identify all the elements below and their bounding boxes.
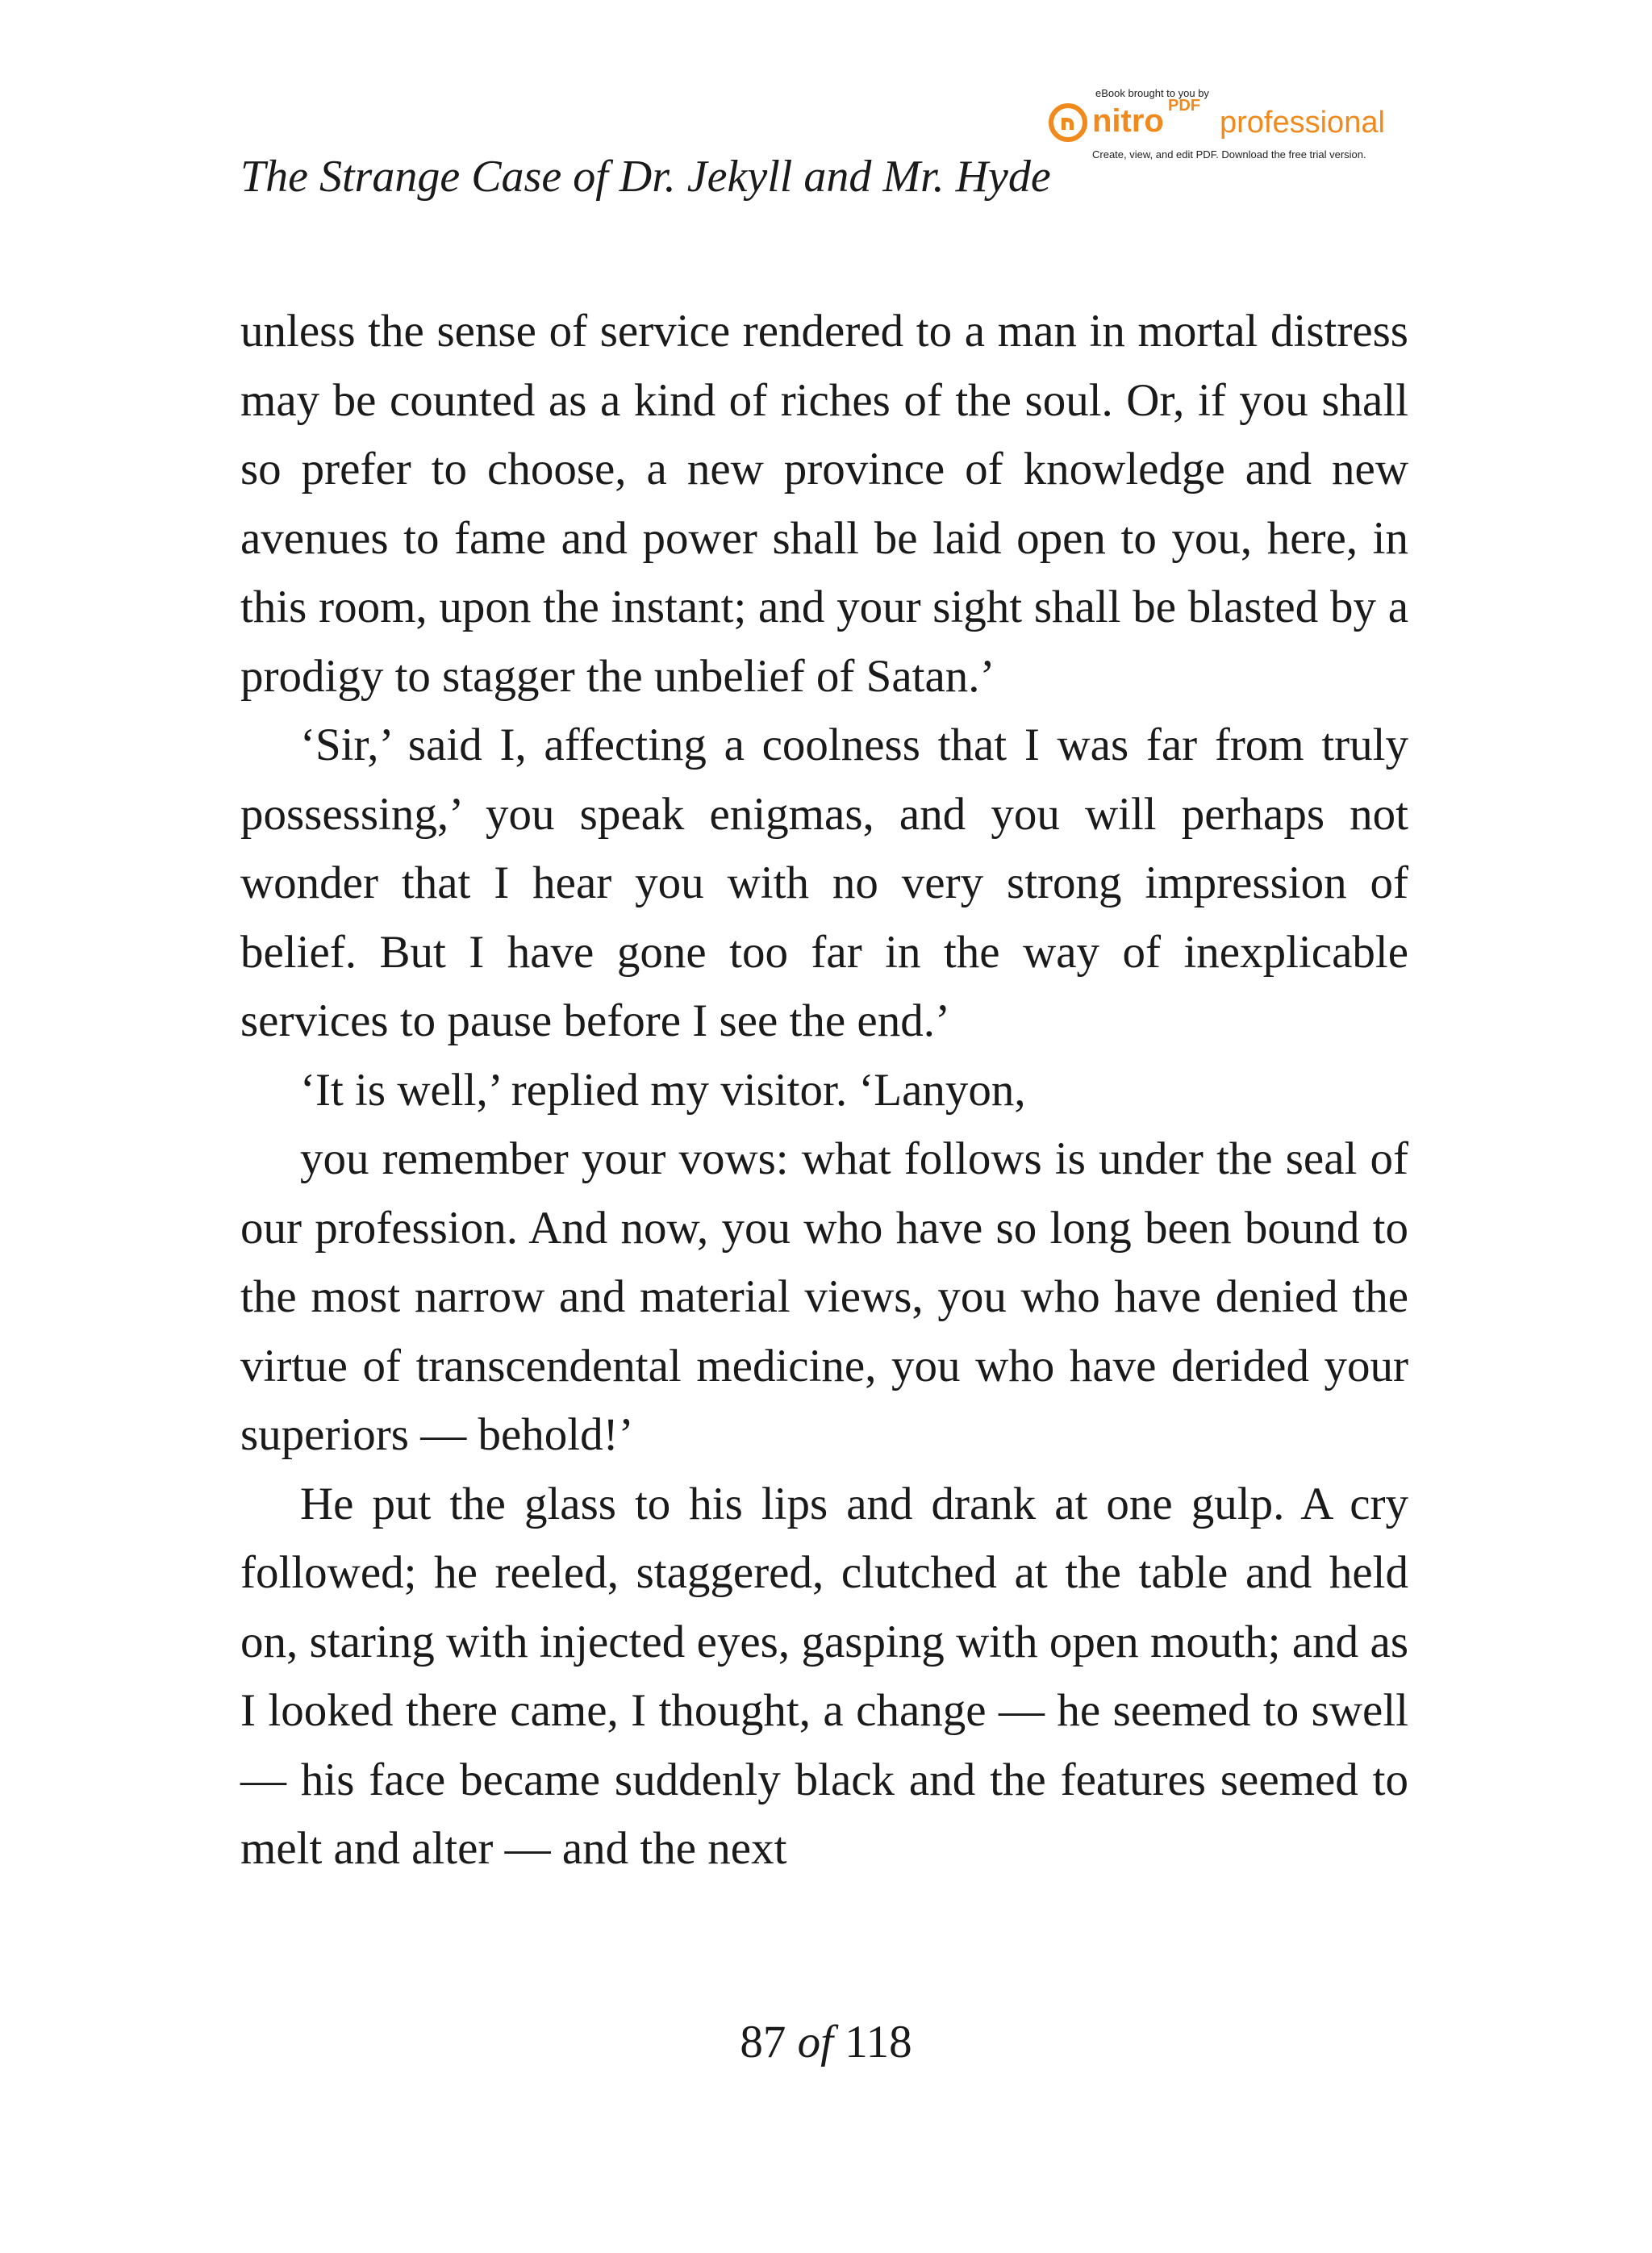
paragraph: ‘Sir,’ said I, affecting a coolness that I was far from truly possessing,’ you speak enigmas, and you will perhaps not wonder that I hear you with no very strong impression of belief. But I have gone too far in the way of inexplicable services to pause before I see the end.’ [240, 720, 1408, 1046]
nitro-pdf-badge[interactable] [1049, 87, 1412, 168]
nitro-logo-icon [1049, 103, 1087, 142]
paragraph: unless the sense of service rendered to a man in mortal distress may be counted as a kind of riches of the soul. Or, if you shall so prefer to choose, a new province of knowledge and new avenues to fame and power shall be laid open to you, here, in this room, upon the instant; and your sight shall be blasted by a prodigy to stagger the unbelief of Satan.’ [240, 306, 1408, 702]
badge-product: professional [1220, 106, 1385, 140]
paragraph: He put the glass to his lips and drank at one gulp. A cry followed; he reeled, staggered, clutched at the table and held on, staring with injected eyes, gasping with open mouth; and as I looked there came, I thought, a change — he seemed to swell — his face became suddenly black and the features seemed to melt and alter — and the next [240, 1478, 1408, 1874]
badge-top-text: eBook brought to you by [1095, 87, 1209, 99]
paragraph: ‘It is well,’ replied my visitor. ‘Lanyon, [300, 1064, 1026, 1116]
page-total: 118 [845, 2017, 912, 2067]
page-body [240, 297, 1408, 1884]
page-number [0, 2010, 1652, 2075]
badge-brand: nitro [1092, 103, 1164, 139]
page-of: of [797, 2017, 833, 2067]
paragraph: you remember your vows: what follows is under the seal of our profession. And now, you who have so long been bound to the most narrow and material views, you who have denied the virtue of transcendental medicine, you who have derided your superiors — behold!’ [240, 1133, 1408, 1460]
badge-superscript: PDF [1168, 97, 1200, 115]
running-header-title: The Strange Case of Dr. Jekyll and Mr. Hyde [240, 152, 1051, 202]
page-current: 87 [740, 2017, 786, 2067]
badge-subtext: Create, view, and edit PDF. Download the free trial version. [1092, 148, 1366, 161]
